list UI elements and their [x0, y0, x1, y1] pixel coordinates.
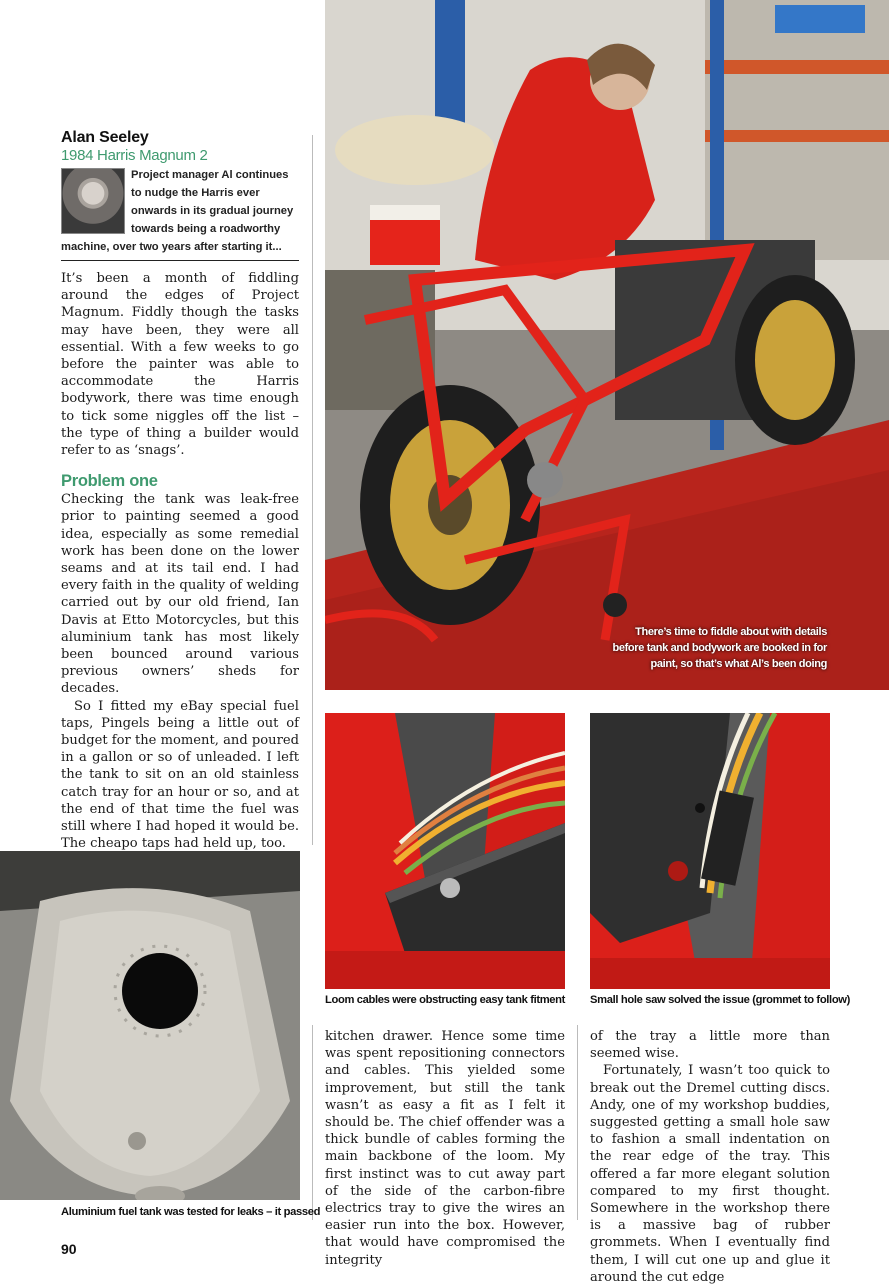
hole-saw-photo — [590, 713, 830, 989]
column-three-paragraph-2: Fortunately, I wasn’t too quick to break out the Dremel cutting discs. Andy, one of my workshop buddies, suggested getting a small hole saw to fashion a small indentation on the rear edge of the tray. This offered a far more elegant solution compared to my first thought. Somewhere in the workshop there is a massive bag of rubber grommets. When I eventually find them, I will cut one up and glue it around the cut edge — [590, 1063, 830, 1285]
intro-paragraph: It’s been a month of fiddling around the edges of Project Magnum. Fiddly though the tasks may have been, they were all essential. With a few weeks to go before the painter was able to accommodate the Harris bodywork, there was time enough to tick some niggles off the list – the type of thing a builder would refer to as ‘snags’. — [61, 271, 299, 459]
problem-one-paragraph-1: Checking the tank was leak-free prior to painting seemed a good idea, especially as some remedial work has been done on the lower seams and at its tail end. I had every faith in the quality of welding carried out by our old friend, Ian Davis at Etto Motorcycles, but this aluminium tank has most likely been bounced around various previous owners’ sheds for decades. — [61, 492, 299, 697]
column-rule-lower-right — [577, 1025, 578, 1220]
main-workshop-photo — [325, 0, 889, 690]
hole-saw-photo-caption: Small hole saw solved the issue (grommet to follow) — [590, 994, 851, 1006]
main-photo-caption: There’s time to fiddle about with details before tank and bodywork are booked in for paint, so that’s what Al’s been doing — [612, 626, 827, 670]
problem-one-heading: Problem one — [61, 472, 158, 491]
loom-cables-photo — [325, 713, 565, 989]
column-two-paragraph: kitchen drawer. Hence some time was spent repositioning connectors and cables. This yielded some improvement, but still the tank wasn’t as easy a fit as I felt it should be. The chief offender was a thick bundle of cables forming the main backbone of the loom. My first instinct was to cut away part of the side of the carbon-fibre electrics tray to give the wires an easier run into the box. However, that would have compromised the integrity — [325, 1029, 565, 1268]
project-bike-title: 1984 Harris Magnum 2 — [61, 147, 208, 164]
standfirst-rule — [61, 260, 299, 261]
problem-one-paragraph-2: So I fitted my eBay special fuel taps, Pingels being a little out of budget for the moment, and poured in a gallon or so of unleaded. I left the tank to sit on an old stainless catch tray for an hour or so, and at the end of that time the fuel was still where I had hoped it would be. The cheapo taps had held up, too. — [61, 698, 299, 852]
author-name: Alan Seeley — [61, 129, 149, 146]
loom-photo-caption: Loom cables were obstructing easy tank fitment — [325, 994, 566, 1006]
fuel-tank-photo — [0, 851, 300, 1200]
body-column-middle — [325, 1028, 565, 1269]
standfirst — [61, 166, 299, 256]
page-number: 90 — [61, 1241, 77, 1257]
column-rule-lower-left — [312, 1025, 313, 1220]
body-column-right — [590, 1028, 830, 1286]
standfirst-text: Project manager Al continues to nudge the Harris ever onwards in its gradual journey towards being a roadworthy machine, over two years after starting it... — [61, 169, 294, 253]
column-three-paragraph-1: of the tray a little more than seemed wise. — [590, 1029, 830, 1062]
fuel-tank-photo-caption: Aluminium fuel tank was tested for leaks – it passed — [61, 1206, 321, 1218]
column-rule-upper — [312, 135, 313, 845]
author-portrait — [61, 168, 125, 234]
